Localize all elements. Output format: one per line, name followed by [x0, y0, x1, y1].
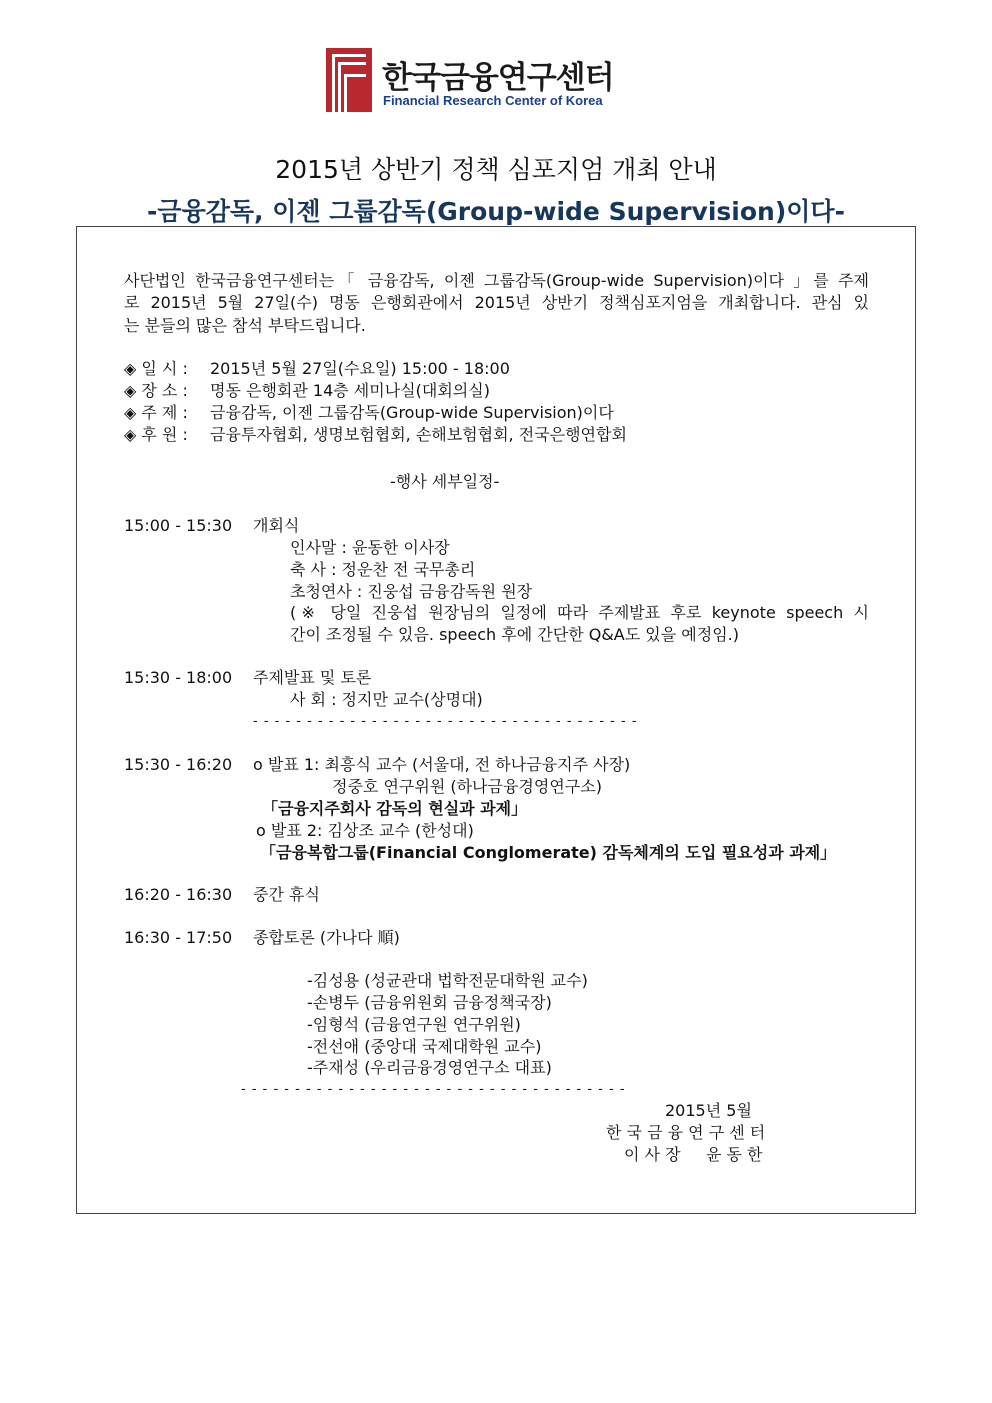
- intro-line-3: 는 분들의 많은 참석 부탁드립니다.: [124, 316, 366, 335]
- presentation-2: o 발표 2: 김상조 교수 (한성대): [256, 821, 474, 840]
- document-subtitle: -금융감독, 이젠 그룹감독(Group-wide Supervision)이다-: [147, 197, 845, 226]
- session-1-note-line-1: (※ 당일 진웅섭 원장님의 일정에 따라 주제발표 후로 keynote speech 시: [290, 603, 869, 622]
- info-sponsor-label: ◈ 후 원 :: [124, 425, 188, 444]
- session-5-title: 종합토론 (가나다 順): [253, 928, 400, 947]
- intro-line-2: 로 2015년 5월 27일(수) 명동 은행회관에서 2015년 상반기 정책심포지엄을 개최합니다. 관심 있: [124, 293, 869, 312]
- session-3-time: 15:30 - 16:20: [124, 755, 233, 774]
- presentation-1-copresenter: 정중호 연구위원 (하나금융경영연구소): [332, 777, 602, 796]
- presentation-1-topic: 「금융지주회사 감독의 현실과 과제」: [262, 799, 528, 818]
- info-sponsor-value: 금융투자협회, 생명보험협회, 손해보험협회, 전국은행연합회: [210, 425, 627, 444]
- session-2-time: 15:30 - 18:00: [124, 668, 233, 687]
- session-1-speaker: 초청연사 : 진웅섭 금융감독원 원장: [290, 582, 533, 601]
- footer-date: 2015년 5월: [665, 1101, 752, 1120]
- info-date-label: ◈ 일 시 :: [124, 359, 188, 378]
- session-2-moderator: 사 회 : 정지만 교수(상명대): [290, 690, 483, 709]
- logo-mark-icon: [326, 48, 372, 112]
- intro-line-1: 사단법인 한국금융연구센터는「 금융감독, 이젠 그룹감독(Group-wide Supervision)이다 」를 주제: [124, 271, 869, 290]
- schedule-heading: -행사 세부일정-: [390, 472, 500, 491]
- presentation-2-topic: 「금융복합그룹(Financial Conglomerate) 감독체계의 도입 필요성과 과제」: [260, 843, 837, 862]
- info-topic-value: 금융감독, 이젠 그룹감독(Group-wide Supervision)이다: [210, 403, 614, 422]
- divider-line-1: - - - - - - - - - - - - - - - - - - - - - - - - - - - - - - - - - - - -: [253, 714, 638, 729]
- panelist-4: -전선애 (중앙대 국제대학원 교수): [307, 1037, 542, 1056]
- panelist-2: -손병두 (금융위원회 금융정책국장): [307, 993, 552, 1012]
- session-1-note-line-2: 간이 조정될 수 있음. speech 후에 간단한 Q&A도 있을 예정임.): [290, 625, 739, 644]
- session-1-time: 15:00 - 15:30: [124, 516, 233, 535]
- info-date-value: 2015년 5월 27일(수요일) 15:00 - 18:00: [210, 359, 510, 378]
- footer-organization: 한 국 금 융 연 구 센 터: [606, 1123, 766, 1142]
- footer-signer: 이 사 장 윤 동 한: [624, 1145, 763, 1164]
- info-venue-label: ◈ 장 소 :: [124, 381, 188, 400]
- logo-english-name: Financial Research Center of Korea: [383, 93, 603, 108]
- session-5-time: 16:30 - 17:50: [124, 928, 233, 947]
- session-1-greeting: 인사말 : 윤동한 이사장: [290, 538, 450, 557]
- session-2-title: 주제발표 및 토론: [253, 668, 372, 687]
- document-title: 2015년 상반기 정책 심포지엄 개최 안내: [275, 155, 717, 184]
- info-topic-label: ◈ 주 제 :: [124, 403, 188, 422]
- presentation-1: o 발표 1: 최흥식 교수 (서울대, 전 하나금융지주 사장): [253, 755, 631, 774]
- session-4-time: 16:20 - 16:30: [124, 885, 233, 904]
- divider-line-2: - - - - - - - - - - - - - - - - - - - - - - - - - - - - - - - - - - - -: [241, 1082, 626, 1097]
- logo-korean-name: 한국금융연구센터: [382, 60, 614, 96]
- panelist-3: -임형석 (금융연구원 연구위원): [307, 1015, 521, 1034]
- info-venue-value: 명동 은행회관 14층 세미나실(대회의실): [210, 381, 490, 400]
- panelist-1: -김성용 (성균관대 법학전문대학원 교수): [307, 971, 588, 990]
- session-1-title: 개회식: [253, 516, 300, 535]
- panelist-5: -주재성 (우리금융경영연구소 대표): [307, 1058, 552, 1077]
- session-1-congrats: 축 사 : 정운찬 전 국무총리: [290, 560, 476, 579]
- session-4-title: 중간 휴식: [253, 885, 320, 904]
